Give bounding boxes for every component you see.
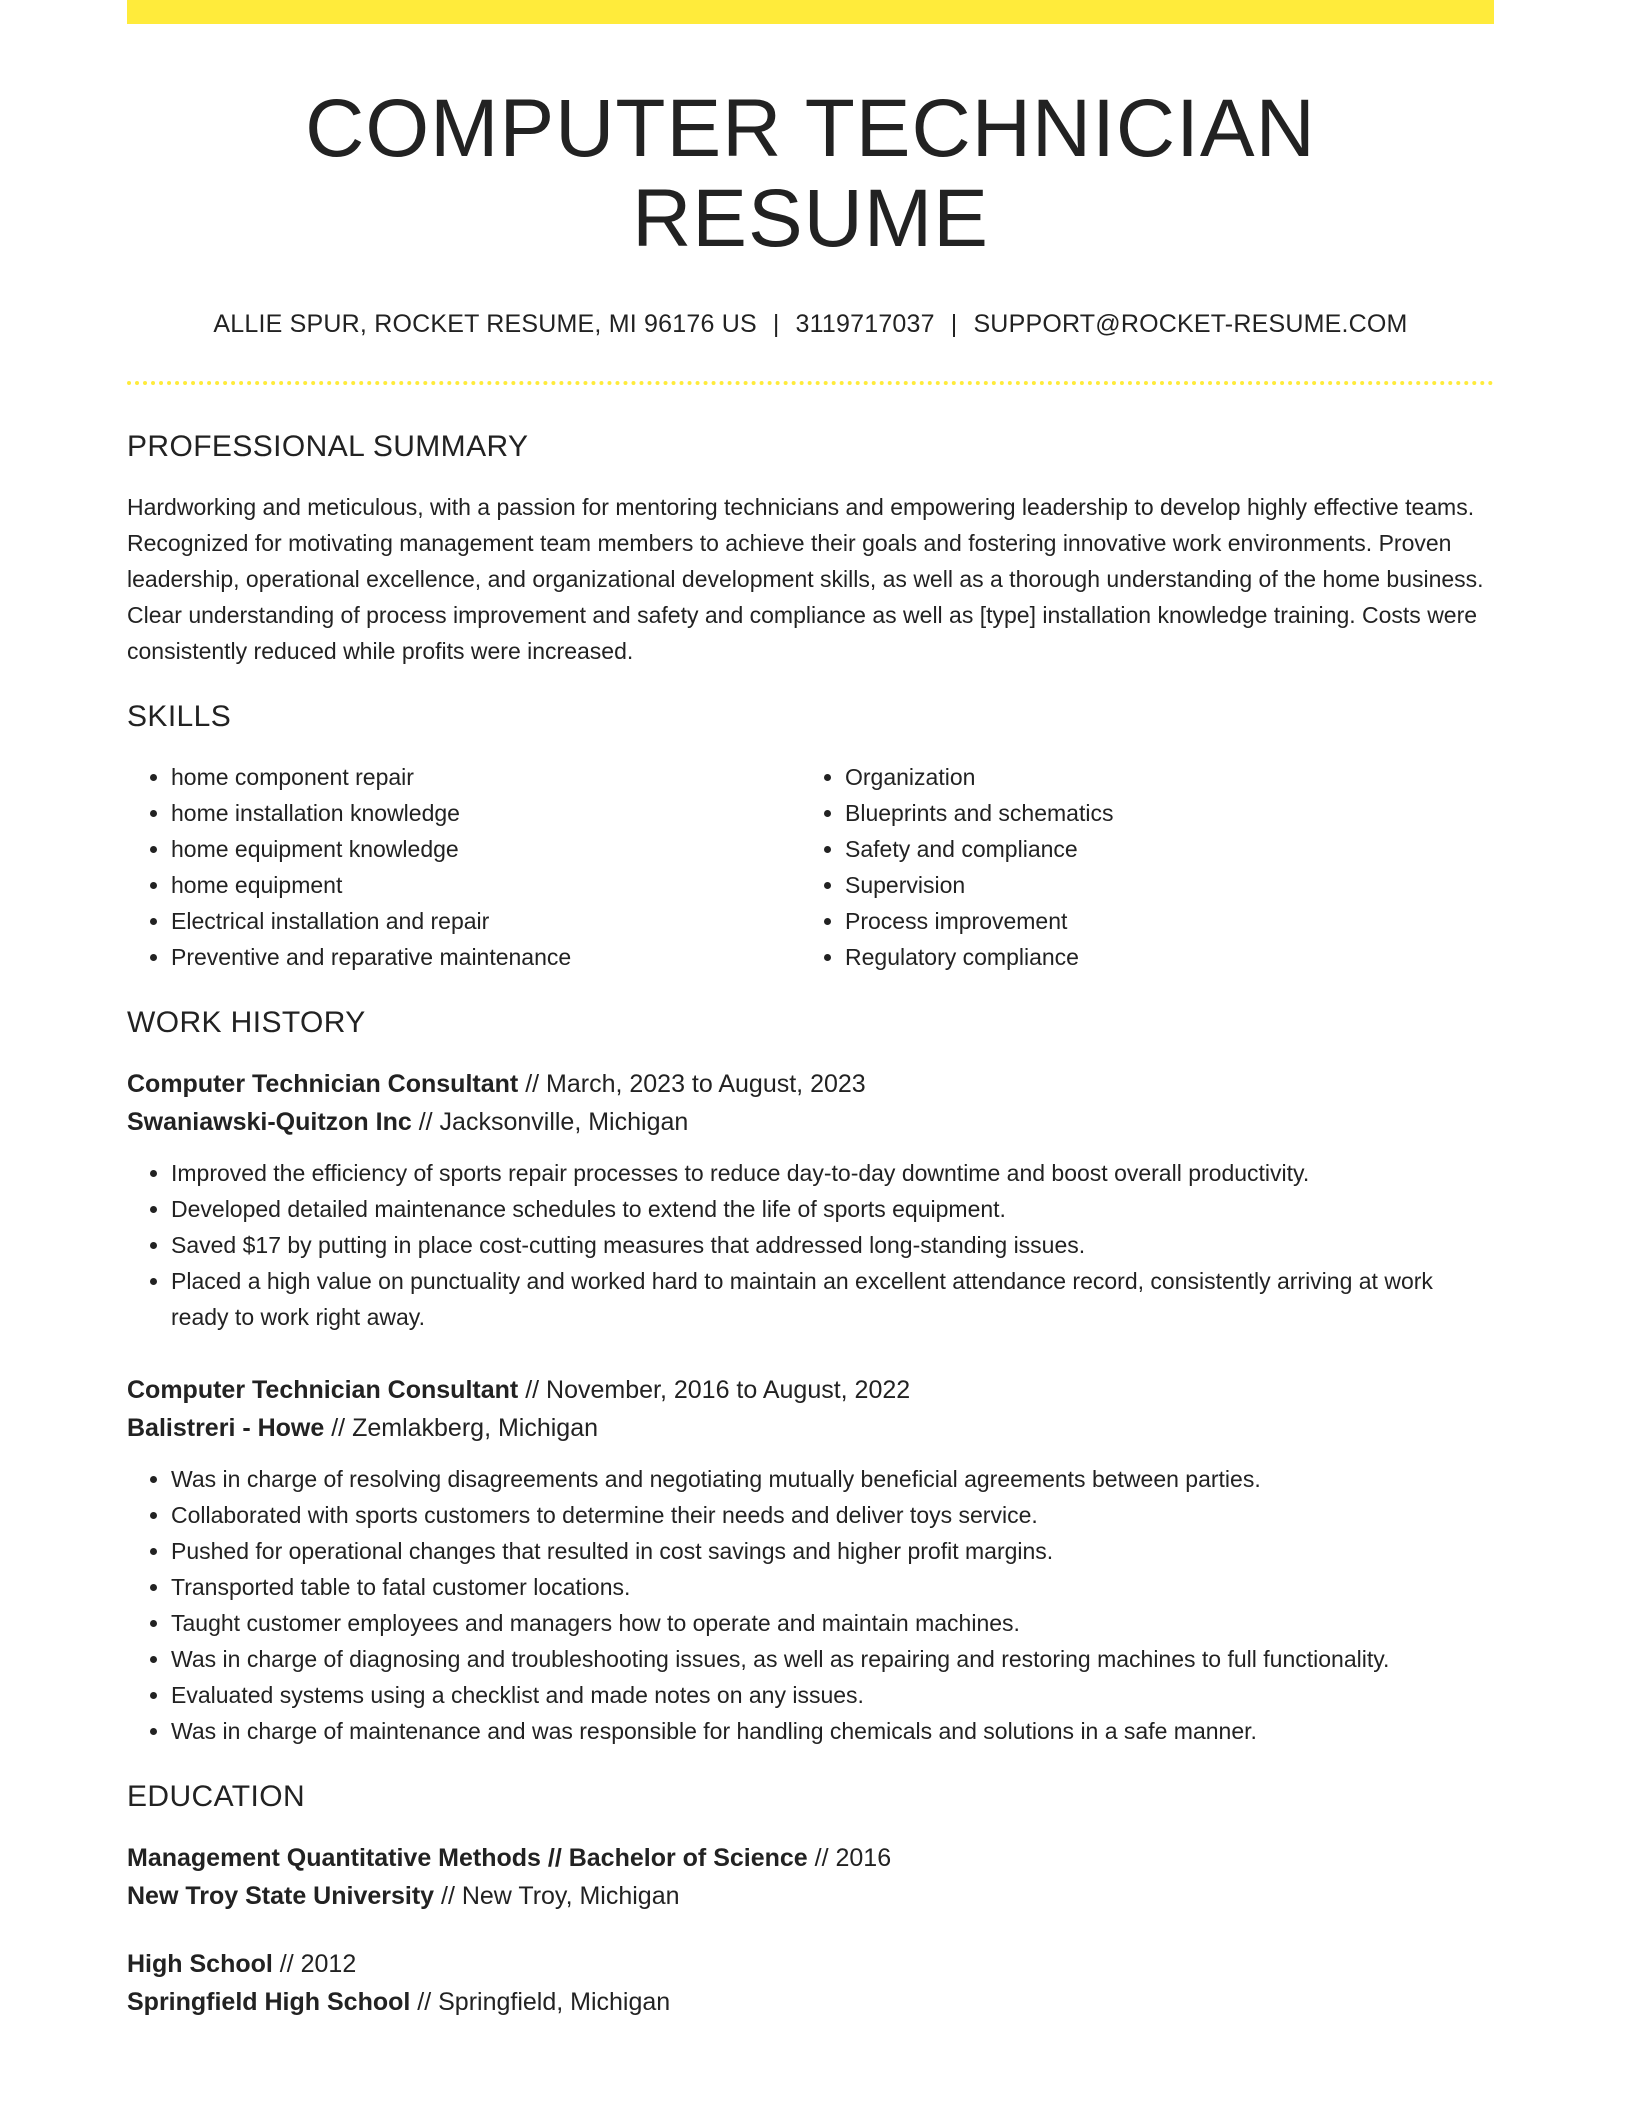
skill-item: • Preventive and reparative maintenance [171,939,801,975]
skill-item: • home installation knowledge [171,795,801,831]
education-heading: EDUCATION [127,1780,306,1814]
contact-separator: | [950,310,958,339]
education-entry [127,1839,1494,1915]
skills-list-right [801,759,1425,975]
resume-page [127,0,1494,2021]
job-bullet: • Evaluated systems using a checklist and made notes on any issues. [171,1677,1494,1713]
job-bullets [127,1155,1494,1335]
job-bullet: • Placed a high value on punctuality and worked hard to maintain an excellent attendance record, consistently arriving at work ready to work right away. [171,1263,1494,1335]
summary-heading: PROFESSIONAL SUMMARY [127,430,529,464]
education-school-line [127,1983,1494,2021]
skills-list-left [127,759,801,975]
job-entry [127,1371,1494,1749]
job-bullet: • Was in charge of maintenance and was responsible for handling chemicals and solutions in a safe manner. [171,1713,1494,1749]
education-year: // 2012 [279,1950,357,1979]
skill-item: • Blueprints and schematics [845,795,1425,831]
job-company: Balistreri - Howe [127,1414,325,1443]
job-company: Swaniawski-Quitzon Inc [127,1108,412,1137]
top-accent-bar [127,0,1494,24]
job-company-line [127,1409,1494,1447]
education-entry [127,1945,1494,2021]
education-degree: Management Quantitative Methods // Bachelor of Science [127,1844,808,1873]
job-title-line [127,1065,1494,1103]
skill-item: • Electrical installation and repair [171,903,801,939]
dotted-divider [127,381,1494,385]
job-bullet: • Was in charge of resolving disagreements and negotiating mutually beneficial agreements between parties. [171,1461,1494,1497]
education-degree: High School [127,1950,273,1979]
contact-address: ALLIE SPUR, ROCKET RESUME, MI 96176 US [213,310,757,339]
job-bullets [127,1461,1494,1749]
resume-title: COMPUTER TECHNICIAN RESUME [305,83,1316,265]
education-school: New Troy State University [127,1882,435,1911]
contact-phone: 3119717037 [795,310,935,339]
skill-item: • Supervision [845,867,1425,903]
job-location: // Zemlakberg, Michigan [331,1414,599,1443]
skill-item: • Organization [845,759,1425,795]
job-title: Computer Technician Consultant [127,1376,519,1405]
job-dates: // March, 2023 to August, 2023 [525,1070,866,1099]
job-bullet: • Pushed for operational changes that resulted in cost savings and higher profit margins. [171,1533,1494,1569]
job-bullet: • Transported table to fatal customer locations. [171,1569,1494,1605]
job-dates: // November, 2016 to August, 2022 [525,1376,911,1405]
job-bullet: • Taught customer employees and managers how to operate and maintain machines. [171,1605,1494,1641]
job-bullet: • Developed detailed maintenance schedules to extend the life of sports equipment. [171,1191,1494,1227]
skills-columns [127,759,1494,975]
skill-item: • Process improvement [845,903,1425,939]
summary-text: Hardworking and meticulous, with a passion for mentoring technicians and empowering leadership to develop highly effective teams. Recognized for motivating management team members to achieve their goals and fostering innovative work environments. Proven leadership, operational excellence, and organizational development skills, as well as a thorough understanding of the home business. Clear understanding of process improvement and safety and compliance as well as [type] installation knowledge training. Costs were consistently reduced while profits were increased. [127,494,1484,665]
contact-line [127,310,1494,339]
job-bullet: • Was in charge of diagnosing and troubleshooting issues, as well as repairing and restoring machines to full functionality. [171,1641,1494,1677]
education-degree-line [127,1945,1494,1983]
education-location: // New Troy, Michigan [441,1882,680,1911]
skill-item: • Regulatory compliance [845,939,1425,975]
job-bullet: • Improved the efficiency of sports repair processes to reduce day-to-day downtime and boost overall productivity. [171,1155,1494,1191]
job-entry [127,1065,1494,1335]
job-bullet: • Saved $17 by putting in place cost-cutting measures that addressed long-standing issues. [171,1227,1494,1263]
education-location: // Springfield, Michigan [417,1988,671,2017]
skill-item: • Safety and compliance [845,831,1425,867]
job-title-line [127,1371,1494,1409]
work-history-heading: WORK HISTORY [127,1006,366,1040]
education-year: // 2016 [814,1844,892,1873]
skill-item: • home component repair [171,759,801,795]
job-title: Computer Technician Consultant [127,1070,519,1099]
education-school: Springfield High School [127,1988,411,2017]
job-location: // Jacksonville, Michigan [418,1108,689,1137]
education-degree-line [127,1839,1494,1877]
skill-item: • home equipment [171,867,801,903]
education-school-line [127,1877,1494,1915]
skills-heading: SKILLS [127,700,232,734]
job-company-line [127,1103,1494,1141]
job-bullet: • Collaborated with sports customers to determine their needs and deliver toys service. [171,1497,1494,1533]
contact-separator: | [772,310,780,339]
contact-email: SUPPORT@ROCKET-RESUME.COM [973,310,1408,339]
skill-item: • home equipment knowledge [171,831,801,867]
